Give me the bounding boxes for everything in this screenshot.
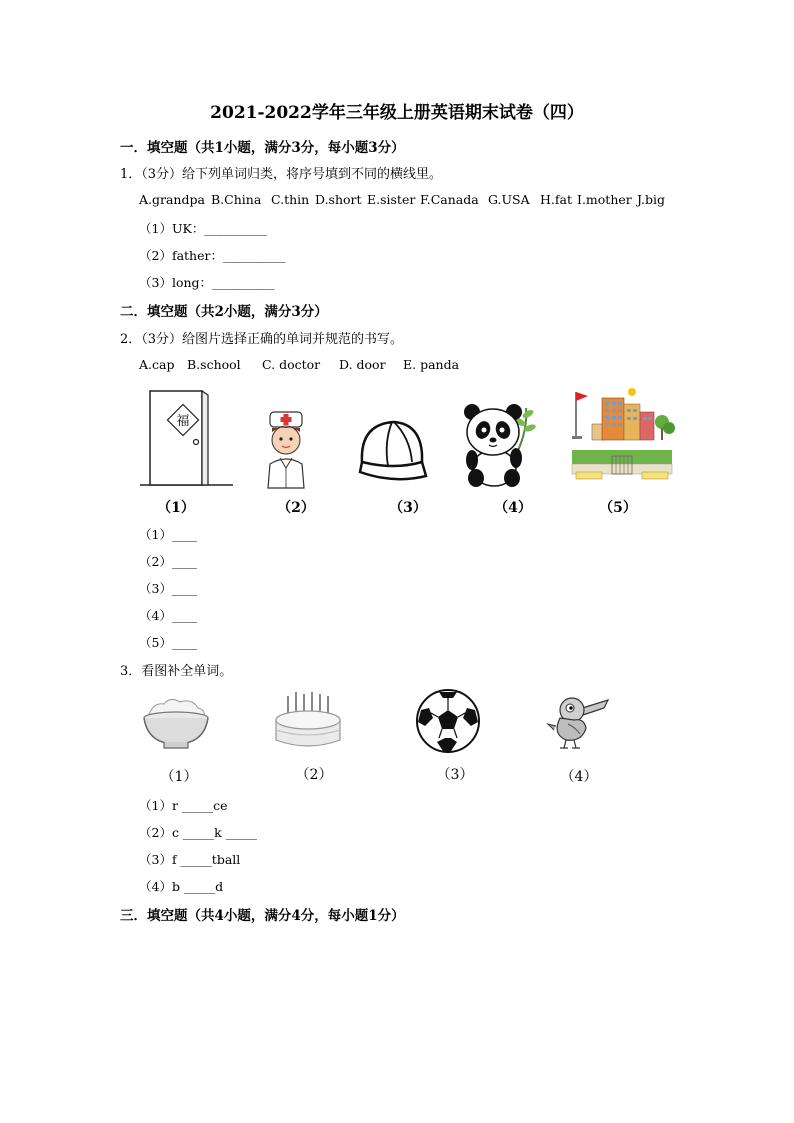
q2-image-label-2: （2）	[277, 500, 315, 516]
doctor-image	[264, 408, 308, 490]
q3-image-label-2: （2）	[295, 767, 333, 783]
q2-item-2: （2）____	[139, 554, 197, 569]
cake-image	[274, 690, 342, 752]
q2-image-label-5: （5）	[599, 500, 637, 516]
section3-heading: 三．填空题（共4小题，满分4分，每小题1分）	[120, 908, 405, 924]
q3-image-label-1: （1）	[160, 769, 198, 785]
page-title: 2021-2022学年三年级上册英语期末试卷（四）	[210, 103, 584, 123]
q3-item-1: （1）r _____ce	[139, 798, 228, 813]
q1-option-i: I.mother	[577, 192, 632, 207]
q3-item-3: （3）f _____tball	[139, 852, 241, 867]
bird-image	[546, 690, 612, 752]
q3-stem: 3．看图补全单词。	[120, 664, 233, 679]
q1-option-e: E.sister	[367, 192, 416, 207]
q2-option-c: C. doctor	[262, 357, 321, 372]
q1-option-j: J.big	[637, 192, 666, 207]
q2-option-d: D. door	[339, 357, 386, 372]
q2-image-label-3: （3）	[389, 500, 427, 516]
section1-heading: 一．填空题（共1小题，满分3分，每小题3分）	[120, 140, 405, 156]
q1-item-1: （1）UK：__________	[139, 221, 267, 236]
q1-option-h: H.fat	[540, 192, 572, 207]
q3-item-2: （2）c _____k _____	[139, 825, 257, 840]
q2-image-label-4: （4）	[494, 500, 532, 516]
q1-item-3: （3）long：__________	[139, 275, 275, 290]
football-image	[415, 688, 481, 754]
section2-heading: 二．填空题（共2小题，满分3分）	[120, 304, 328, 320]
q1-option-c: C.thin	[271, 192, 310, 207]
q3-item-4: （4）b _____d	[139, 879, 224, 894]
door-sign-text: 福	[176, 414, 190, 429]
panda-image	[456, 400, 538, 490]
door-image	[138, 385, 238, 490]
q2-option-b: B.school	[187, 357, 241, 372]
q2-image-label-1: （1）	[157, 500, 195, 516]
q3-image-label-3: （3）	[436, 767, 474, 783]
q1-option-g: G.USA	[488, 192, 530, 207]
q3-image-label-4: （4）	[560, 769, 598, 785]
school-image	[568, 384, 676, 484]
q1-option-a: A.grandpa	[139, 192, 205, 207]
q2-stem: 2．（3分）给图片选择正确的单词并规范的书写。	[120, 332, 404, 347]
q2-item-1: （1）____	[139, 527, 197, 542]
q2-item-3: （3）____	[139, 581, 197, 596]
cap-image	[354, 414, 430, 484]
q1-stem: 1．（3分）给下列单词归类，将序号填到不同的横线里。	[120, 167, 443, 182]
q2-option-a: A.cap	[139, 357, 175, 372]
q1-option-b: B.China	[211, 192, 262, 207]
q2-item-5: （5）____	[139, 635, 197, 650]
q2-item-4: （4）____	[139, 608, 197, 623]
q1-option-d: D.short	[315, 192, 362, 207]
q1-option-f: F.Canada	[420, 192, 479, 207]
rice-bowl-image	[140, 694, 212, 750]
q2-option-e: E. panda	[403, 357, 460, 372]
q1-item-2: （2）father：__________	[139, 248, 286, 263]
